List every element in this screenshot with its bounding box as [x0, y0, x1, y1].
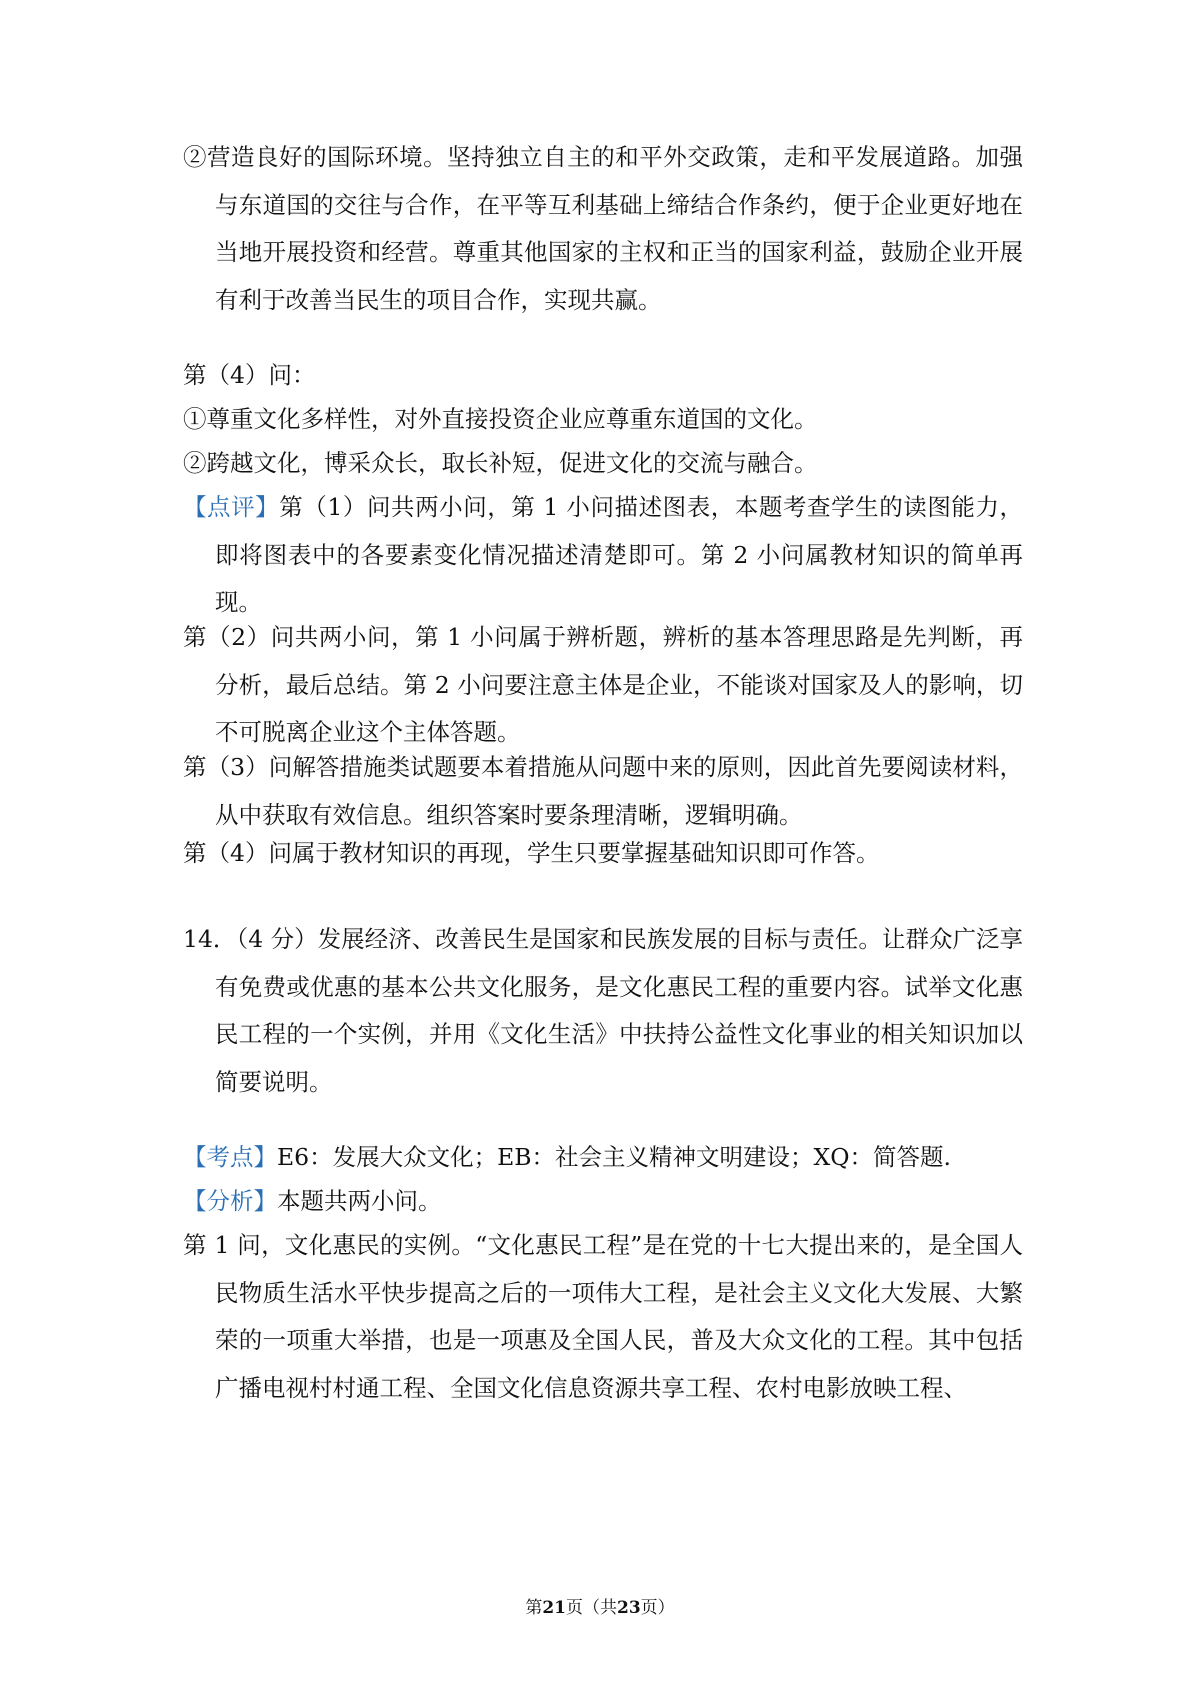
- question-4-item-1: ①尊重文化多样性，对外直接投资企业应尊重东道国的文化。: [183, 405, 818, 433]
- question-4-item-2: ②跨越文化，博采众长，取长补短，促进文化的交流与融合。: [183, 449, 818, 477]
- footer-total-pages: 23: [617, 1598, 641, 1618]
- question-4-heading: 第（4）问：: [183, 361, 316, 389]
- page-footer: [0, 1596, 1200, 1620]
- part-1-paragraph: 第 1 问，文化惠民的实例。“文化惠民工程”是在党的十七大提出来的，是全国人民物质生活水平快步提高之后的一项伟大工程，是社会主义文化大发展、大繁荣的一项重大举措，也是一项惠及全国人民，普及大众文化的工程。其中包括广播电视村村通工程、全国文化信息资源共享工程、农村电影放映工程、: [183, 1231, 1023, 1402]
- paragraph-international-environment: ②营造良好的国际环境。坚持独立自主的和平外交政策，走和平发展道路。加强与东道国的交往与合作，在平等互利基础上缔结合作条约，便于企业更好地在当地开展投资和经营。尊重其他国家的主权和正当的国家利益，鼓励企业开展有利于改善当民生的项目合作，实现共赢。: [183, 143, 1023, 314]
- footer-suffix: 页）: [640, 1598, 675, 1618]
- review-question-3: 第（3）问解答措施类试题要本着措施从问题中来的原则，因此首先要阅读材料，从中获取有效信息。组织答案时要条理清晰，逻辑明确。: [183, 753, 1023, 829]
- fenxi-text: 本题共两小问。: [277, 1187, 442, 1215]
- footer-prefix: 第: [525, 1598, 543, 1618]
- kaodian-text: E6：发展大众文化；EB：社会主义精神文明建设；XQ：简答题.: [277, 1143, 951, 1171]
- footer-page-number: 21: [542, 1598, 566, 1618]
- review-tag: 【点评】: [183, 493, 280, 521]
- review-paragraph: [183, 484, 1023, 627]
- question-14: 14．（4 分）发展经济、改善民生是国家和民族发展的目标与责任。让群众广泛享有免费或优惠的基本公共文化服务，是文化惠民工程的重要内容。试举文化惠民工程的一个实例，并用《文化生活》中扶持公益性文化事业的相关知识加以简要说明。: [183, 925, 1023, 1096]
- fenxi-tag: 【分析】: [183, 1187, 277, 1215]
- footer-middle: 页（共: [566, 1598, 617, 1618]
- review-question-2: 第（2）问共两小问，第 1 小问属于辨析题，辨析的基本答理思路是先判断，再分析，最后总结。第 2 小问要注意主体是企业，不能谈对国家及人的影响，切不可脱离企业这个主体答题。: [183, 623, 1023, 746]
- review-text: 第（1）问共两小问，第 1 小问描述图表，本题考查学生的读图能力，即将图表中的各要素变化情况描述清楚即可。第 2 小问属教材知识的简单再现。: [215, 493, 1024, 616]
- fenxi-paragraph: [183, 1178, 1023, 1226]
- kaodian-tag: 【考点】: [183, 1143, 277, 1171]
- kaodian-paragraph: [183, 1134, 1023, 1182]
- review-question-4: 第（4）问属于教材知识的再现，学生只要掌握基础知识即可作答。: [183, 839, 880, 867]
